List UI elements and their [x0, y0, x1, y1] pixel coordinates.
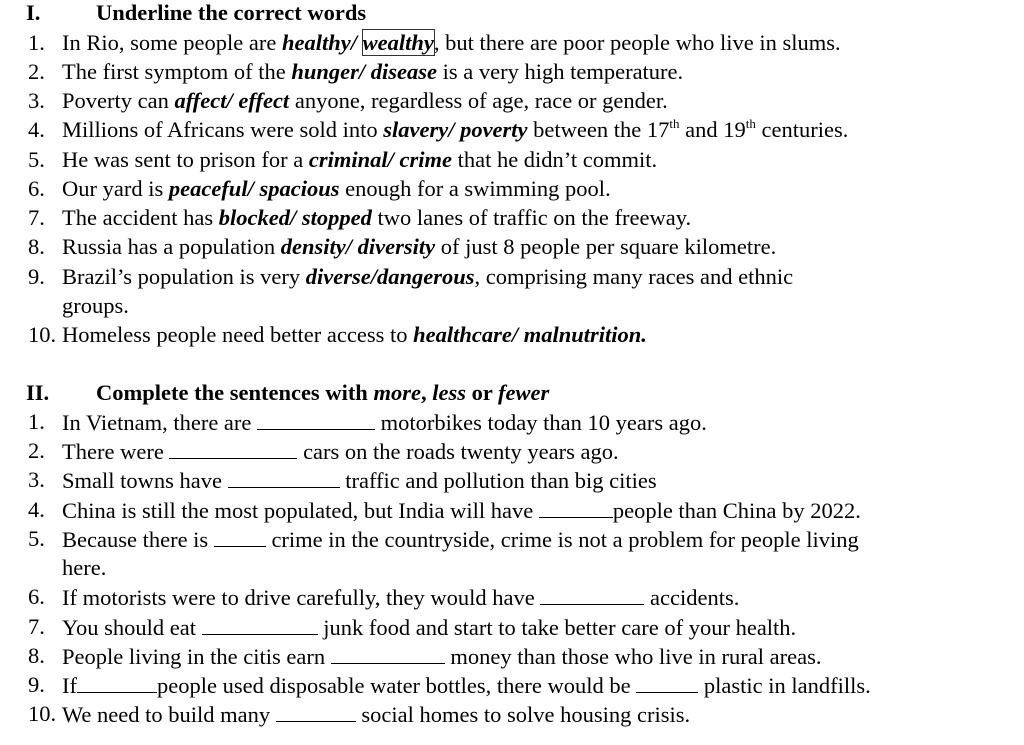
s1-item-text	[62, 234, 776, 260]
section2-title-text: Complete the sentences with	[96, 380, 374, 405]
keyword-fewer: fewer	[498, 380, 550, 405]
s1-item-number: 3.	[28, 88, 45, 113]
s2-text-b: social homes to solve housing crisis.	[355, 702, 691, 727]
s2-item-number: 9.	[28, 672, 45, 697]
s2-item-number: 6.	[28, 584, 45, 609]
s1-text-pre: Poverty can	[62, 88, 175, 113]
s2-item-text	[62, 614, 796, 641]
s2-item-text	[62, 584, 739, 611]
s2-item-text	[62, 438, 619, 465]
s1-item-text	[62, 264, 793, 290]
s1-options[interactable]: density/ diversity	[280, 234, 436, 259]
s2-text-b: motorbikes today than 10 years ago.	[375, 410, 707, 435]
s1-item-number: 4.	[28, 117, 45, 142]
s2-item-text	[62, 467, 657, 494]
s1-options[interactable]: slavery/ poverty	[383, 117, 528, 142]
s2-item-number: 2.	[28, 438, 45, 463]
section1-title: Underline the correct words	[96, 0, 367, 25]
s1-item-number: 5.	[28, 147, 45, 172]
keyword-less: less	[432, 380, 466, 405]
keyword-more: more	[373, 380, 421, 405]
s1-item-number: 7.	[28, 205, 45, 230]
s1-options[interactable]: criminal/ crime	[308, 147, 452, 172]
s2-item-text	[62, 643, 821, 670]
s2-item-number: 7.	[28, 614, 45, 639]
s1-item-number: 9.	[28, 264, 45, 289]
s1-text-pre: Our yard is	[62, 176, 169, 201]
answer-blank[interactable]	[636, 672, 698, 693]
section1-number: I.	[26, 0, 41, 25]
answer-blank[interactable]	[540, 584, 644, 605]
s1-text-pre: Brazil’s population is very	[62, 264, 306, 289]
s2-text-b: junk food and start to take better care of your health.	[317, 615, 797, 640]
s1-text-pre: Russia has a population	[62, 234, 281, 259]
s1-text-post: is a very high temperature.	[437, 59, 684, 84]
s1-text-pre: Millions of Africans were sold into	[62, 117, 384, 142]
s1-options[interactable]: diverse/dangerous	[305, 264, 475, 289]
s2-item-text	[62, 701, 690, 728]
s2-text-a: We need to build many	[62, 702, 276, 727]
s2-item-text	[62, 526, 859, 553]
s1-text-post: two lanes of traffic on the freeway.	[371, 205, 692, 230]
s2-text-a: There were	[62, 439, 170, 464]
answer-blank[interactable]	[539, 497, 613, 518]
section2-number: II.	[26, 380, 50, 405]
answer-blank[interactable]	[214, 526, 266, 547]
s1-text-continuation: groups.	[62, 293, 129, 318]
s2-text-b: people used disposable water bottles, there would be	[157, 673, 637, 698]
s1-item-text	[62, 176, 611, 202]
s1-item-text	[62, 88, 668, 114]
title-separator: ,	[420, 380, 433, 405]
s1-item-number: 2.	[28, 59, 45, 84]
s1-item-text	[62, 117, 848, 143]
s2-text-a: If	[62, 673, 77, 698]
s1-options[interactable]: hunger/ disease	[291, 59, 437, 84]
s1-text-post: of just 8 people per square kilometre.	[435, 234, 777, 259]
s1-option-b-selected[interactable]: wealthy	[362, 30, 434, 55]
s1-item-number: 1.	[28, 30, 45, 55]
answer-blank[interactable]	[77, 672, 157, 693]
ordinal-suffix: th	[669, 116, 680, 131]
s2-text-c: plastic in landfills.	[698, 673, 871, 698]
s1-text-post: centuries.	[755, 117, 849, 142]
s1-options[interactable]: healthcare/ malnutrition.	[413, 322, 647, 347]
s1-item-number: 8.	[28, 234, 45, 259]
s1-text-post: anyone, regardless of age, race or gender.	[289, 88, 668, 113]
s1-text-post: , comprising many races and ethnic	[474, 264, 794, 289]
s1-text-post: and 19	[679, 117, 746, 142]
s2-text-b: cars on the roads twenty years ago.	[297, 439, 619, 464]
s2-item-number: 10.	[28, 701, 57, 726]
s1-options[interactable]: blocked/ stopped	[218, 205, 372, 230]
s2-text-a: People living in the citis earn	[62, 644, 331, 669]
s1-options[interactable]: affect/ effect	[174, 88, 290, 113]
s2-text-a: China is still the most populated, but India will have	[62, 498, 539, 523]
s1-options[interactable]: peaceful/ spacious	[168, 176, 340, 201]
s1-text-post: enough for a swimming pool.	[339, 176, 611, 201]
s1-item-text	[62, 322, 647, 348]
s2-text-b: crime in the countryside, crime is not a problem for people living	[265, 527, 859, 552]
s2-item-text	[62, 409, 707, 436]
answer-blank[interactable]	[276, 701, 356, 722]
s1-item-number: 6.	[28, 176, 45, 201]
s1-text-pre: The accident has	[62, 205, 219, 230]
s2-item-number: 4.	[28, 497, 45, 522]
s1-item-number: 10.	[28, 322, 57, 347]
title-separator: or	[465, 380, 499, 405]
s1-item-text	[62, 205, 691, 231]
s1-option-a[interactable]: healthy/	[281, 30, 363, 55]
s1-text-pre: Homeless people need better access to	[62, 322, 414, 347]
s1-text-post: between the 17	[527, 117, 670, 142]
s1-text-post: , but there are poor people who live in slums.	[433, 30, 841, 55]
ordinal-suffix: th	[745, 116, 756, 131]
answer-blank[interactable]	[331, 643, 445, 664]
s1-item-text	[62, 147, 657, 173]
answer-blank[interactable]	[228, 467, 340, 488]
s2-item-text	[62, 672, 871, 699]
s2-item-number: 5.	[28, 526, 45, 551]
s2-text-b: money than those who live in rural areas.	[444, 644, 822, 669]
s1-text-pre: In Rio, some people are	[62, 30, 282, 55]
s2-text-b: traffic and pollution than big cities	[339, 468, 657, 493]
s1-text-pre: The first symptom of the	[62, 59, 292, 84]
section2-title	[96, 380, 549, 406]
answer-blank[interactable]	[202, 614, 318, 635]
s2-text-continuation: here.	[62, 555, 107, 580]
s2-item-number: 1.	[28, 409, 45, 434]
s2-item-number: 3.	[28, 467, 45, 492]
s2-item-number: 8.	[28, 643, 45, 668]
s2-text-a: You should eat	[62, 615, 202, 640]
answer-blank[interactable]	[169, 438, 297, 459]
s1-item-text	[62, 30, 841, 56]
s2-text-b: accidents.	[644, 585, 740, 610]
s2-text-a: Because there is	[62, 527, 214, 552]
s2-text-a: If motorists were to drive carefully, they would have	[62, 585, 541, 610]
s2-text-b: people than China by 2022.	[612, 498, 861, 523]
s1-text-post: that he didn’t commit.	[451, 147, 658, 172]
s1-text-pre: He was sent to prison for a	[62, 147, 309, 172]
answer-blank[interactable]	[257, 409, 375, 430]
s2-text-a: In Vietnam, there are	[62, 410, 258, 435]
s2-item-text	[62, 497, 861, 524]
s1-item-text	[62, 59, 683, 85]
s2-text-a: Small towns have	[62, 468, 228, 493]
